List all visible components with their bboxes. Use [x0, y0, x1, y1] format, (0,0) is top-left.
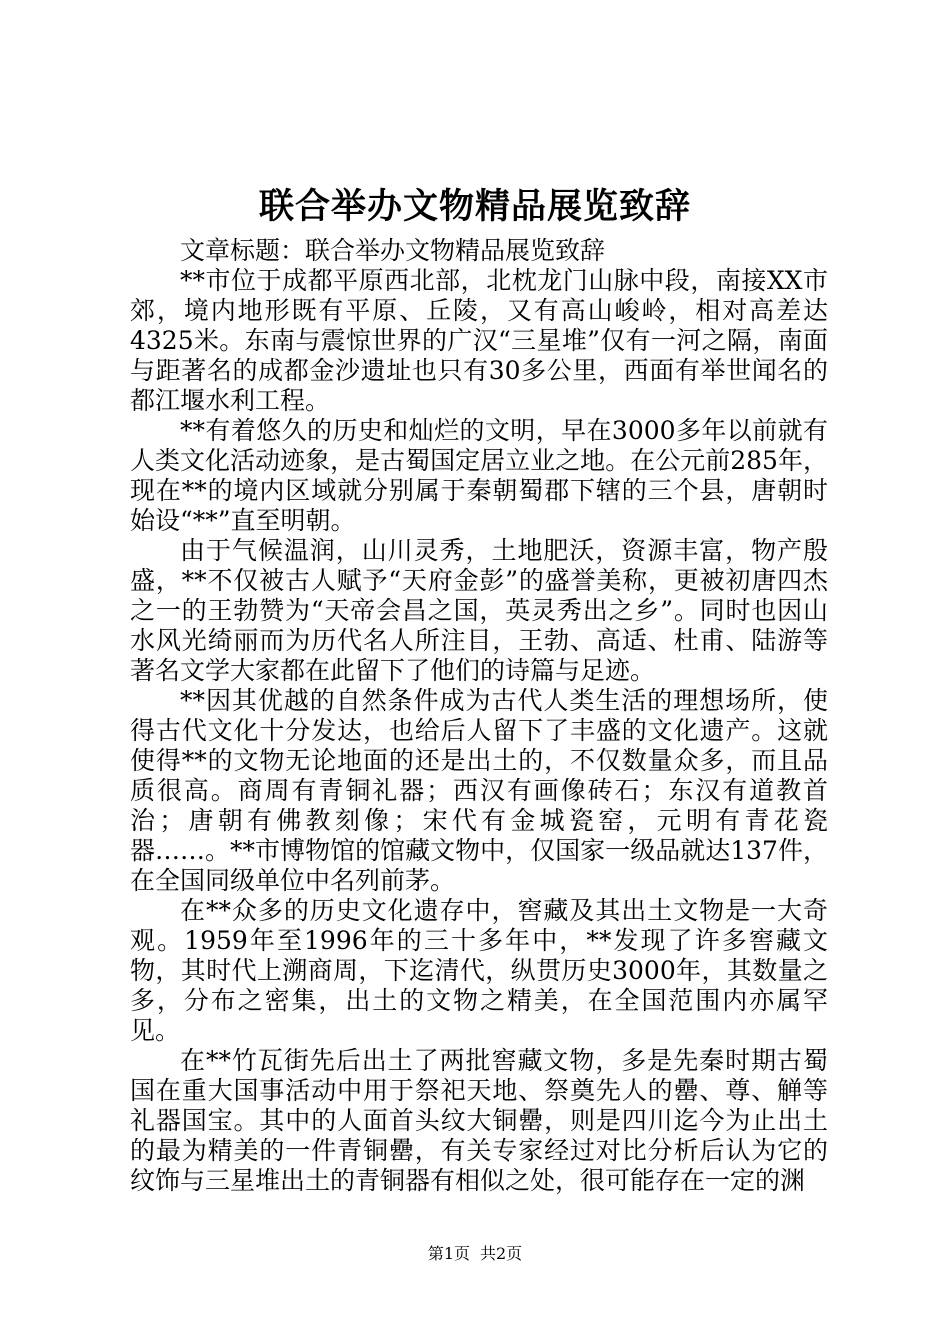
paragraph-4: **因其优越的自然条件成为古代人类生活的理想场所，使得古代文化十分发达，也给后人留下了丰盛的文化遗产。这就使得**的文物无论地面的还是出土的，不仅数量众多，而且品质很高。商周有青铜礼器；西汉有画像砖石；东汉有道教首治；唐朝有佛教刻像；宋代有金城瓷窑，元明有青花瓷器……。**市博物馆的馆藏文物中，仅国家一级品就达137件，在全国同级单位中名列前茅。 — [130, 686, 828, 895]
article-subtitle: 文章标题：联合举办文物精品展览致辞 — [180, 236, 606, 265]
page-number: 第1页 — [427, 1244, 470, 1263]
page-total: 共2页 — [480, 1244, 523, 1263]
paragraph-5: 在**众多的历史文化遗存中，窖藏及其出土文物是一大奇观。1959年至1996年的三十多年中，**发现了许多窖藏文物，其时代上溯商周，下迄清代，纵贯历史3000年，其数量之多，分布之密集，出土的文物之精美，在全国范围内亦属罕见。 — [130, 896, 828, 1045]
paragraph-2: **有着悠久的历史和灿烂的文明，早在3000多年以前就有人类文化活动迹象，是古蜀国定居立业之地。在公元前285年，现在**的境内区域就分别属于秦朝蜀郡下辖的三个县，唐朝时始设“**”直至明朝。 — [130, 416, 828, 535]
document-title: 联合举办文物精品展览致辞 — [258, 186, 691, 227]
document-body — [130, 236, 828, 1196]
paragraph-6: 在**竹瓦街先后出土了两批窖藏文物，多是先秦时期古蜀国在重大国事活动中用于祭祀天地、祭奠先人的罍、尊、觯等礼器国宝。其中的人面首头纹大铜罍，则是四川迄今为止出土的最为精美的一件青铜罍，有关专家经过对比分析后认为它的纹饰与三星堆出土的青铜器有相似之处，很可能存在一定的渊 — [130, 1046, 828, 1195]
page-footer — [0, 1244, 950, 1264]
paragraph-3: 由于气候温润，山川灵秀，土地肥沃，资源丰富，物产殷盛，**不仅被古人赋予“天府金彭”的盛誉美称，更被初唐四杰之一的王勃赞为“天帝会昌之国，英灵秀出之乡”。同时也因山水风光绮丽而为历代名人所注目，王勃、高适、杜甫、陆游等著名文学大家都在此留下了他们的诗篇与足迹。 — [130, 536, 828, 685]
paragraph-1: **市位于成都平原西北部，北枕龙门山脉中段，南接XX市郊，境内地形既有平原、丘陵，又有高山峻岭，相对高差达4325米。东南与震惊世界的广汉“三星堆”仅有一河之隔，南面与距著名的成都金沙遗址也只有30多公里，西面有举世闻名的都江堰水利工程。 — [130, 266, 828, 415]
